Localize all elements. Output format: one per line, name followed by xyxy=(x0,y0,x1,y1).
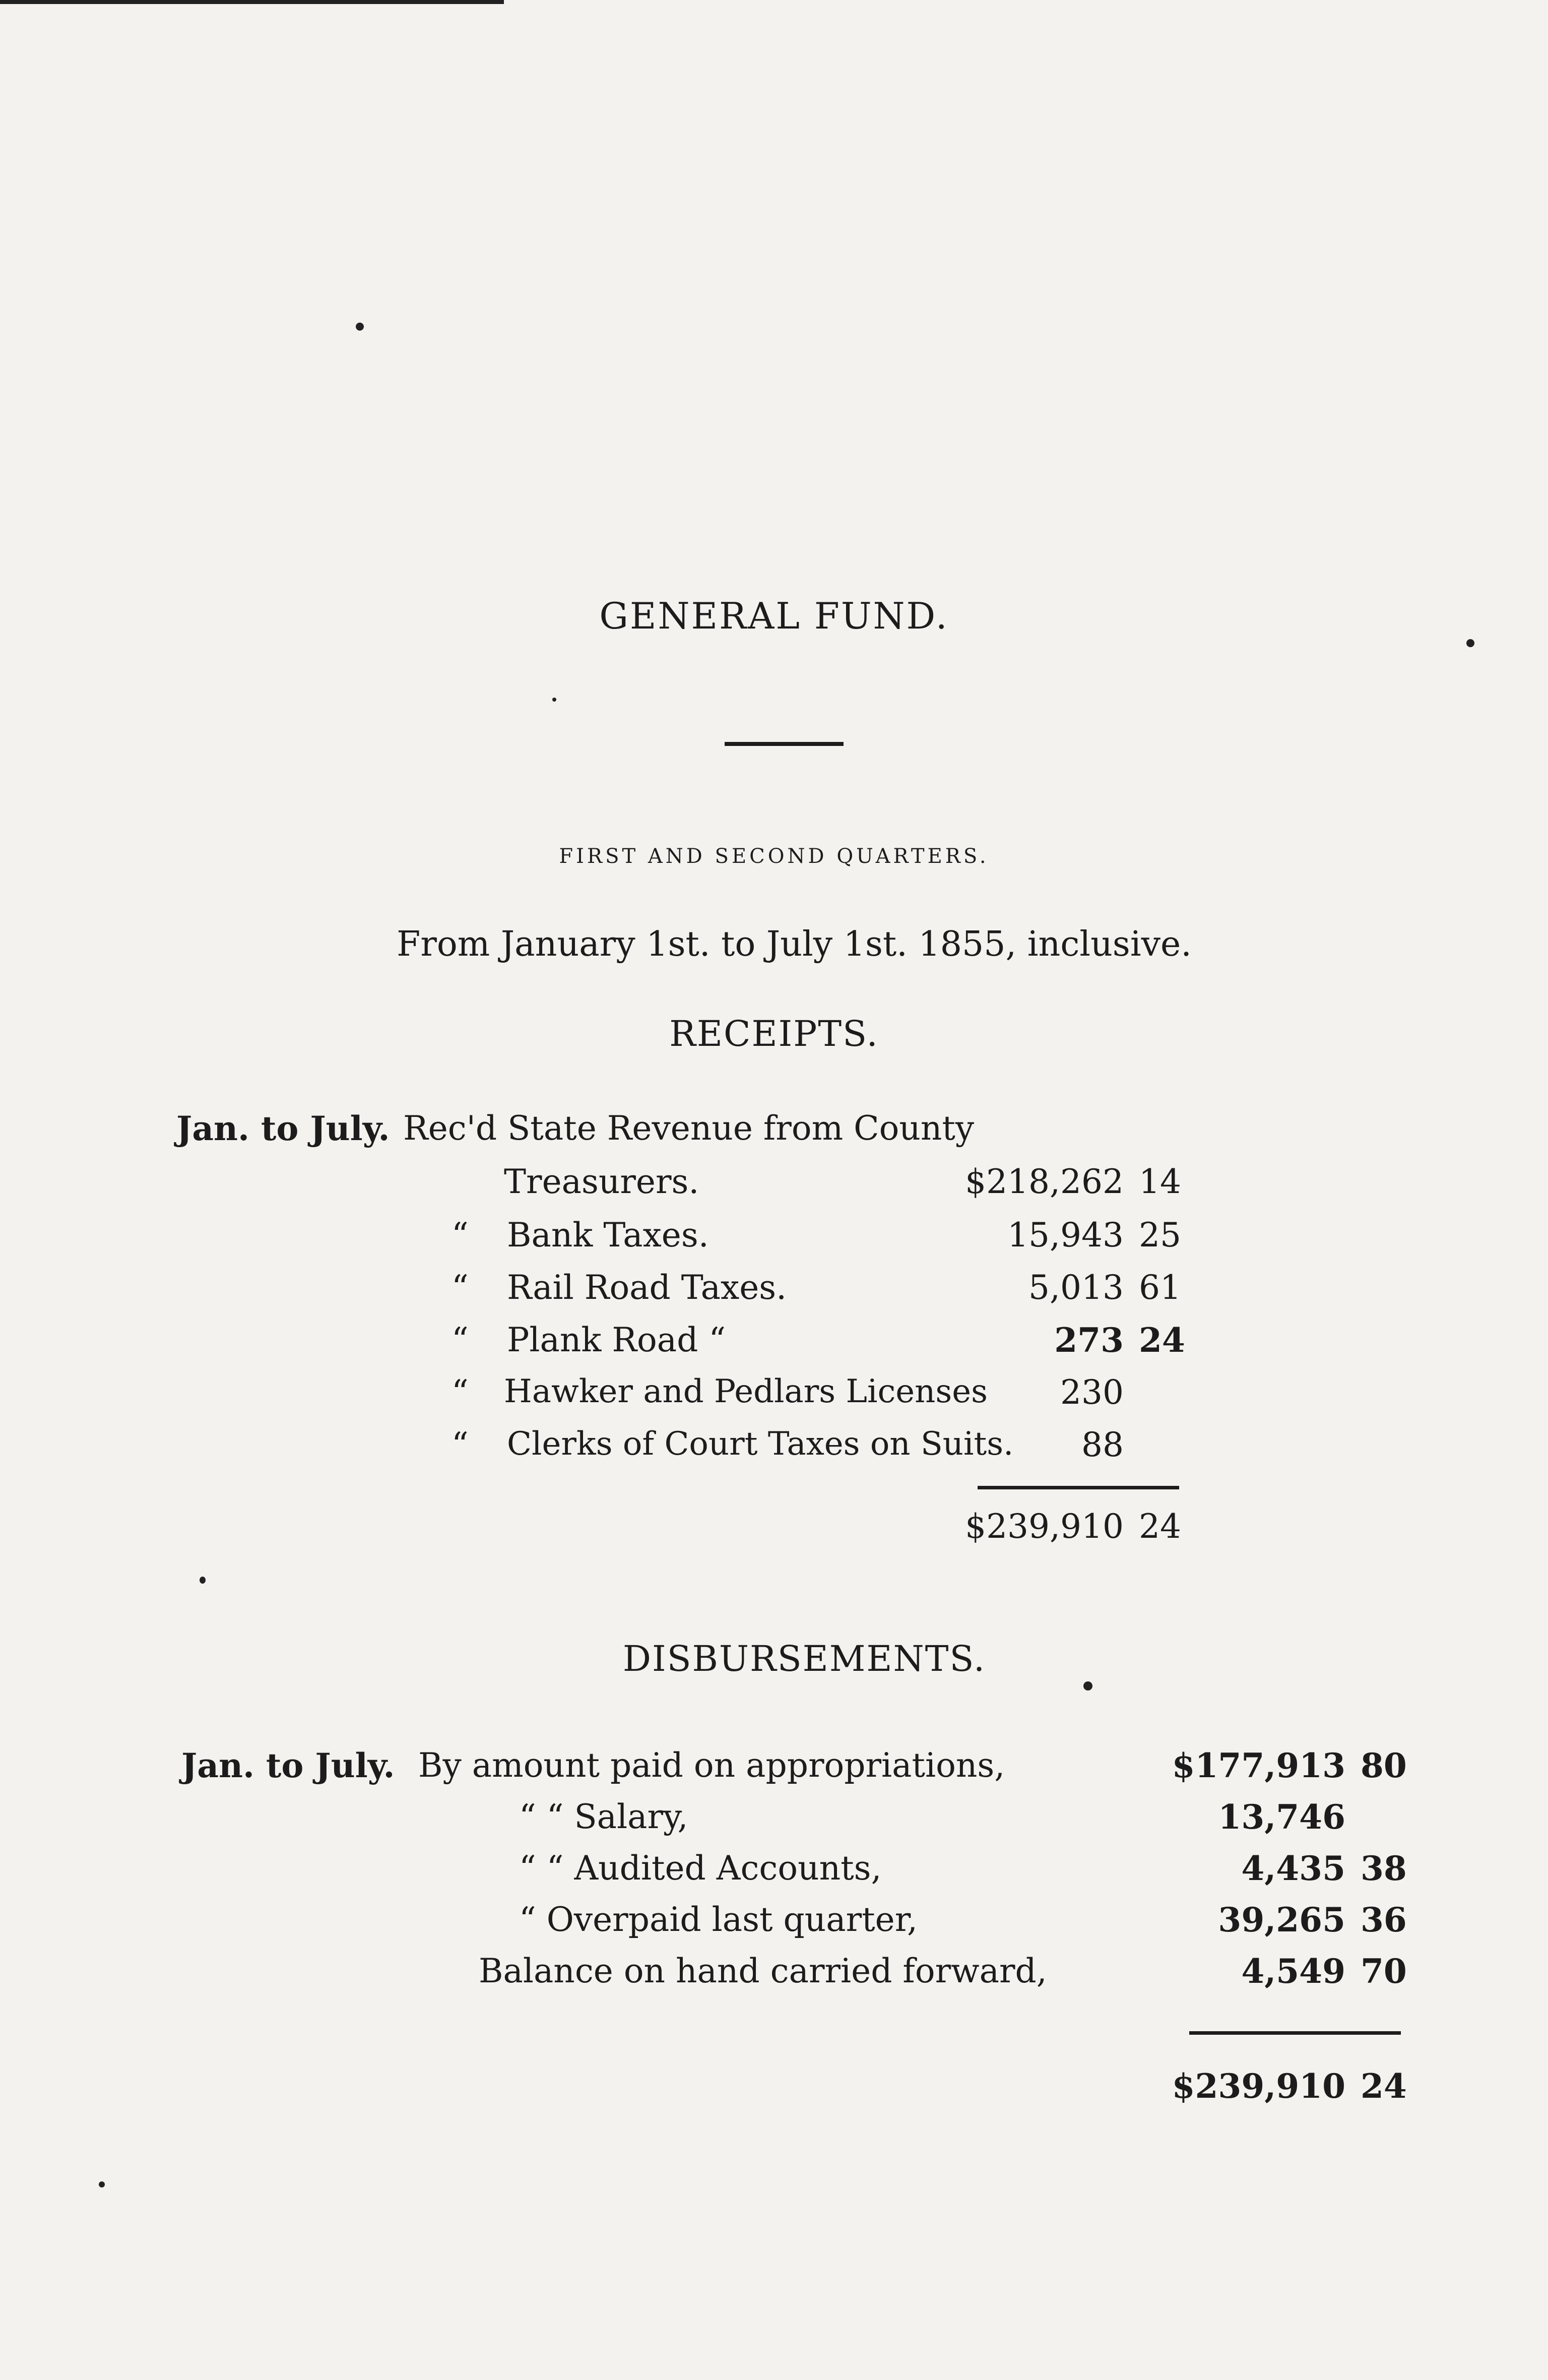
ditto-mark: “ xyxy=(452,1268,469,1307)
receipt-dollars: 15,943 xyxy=(1007,1216,1124,1255)
receipt-cents: 24 xyxy=(1139,1321,1185,1360)
receipt-label: Bank Taxes. xyxy=(507,1216,709,1255)
disbursement-label: “ “ Salary, xyxy=(519,1797,688,1836)
receipt-cents: 14 xyxy=(1139,1162,1181,1201)
disbursement-cents: 38 xyxy=(1361,1849,1407,1888)
top-edge-line xyxy=(0,0,504,4)
ditto-mark: “ xyxy=(452,1216,469,1255)
receipts-total-cents: 24 xyxy=(1139,1507,1181,1546)
disbursement-cents: 36 xyxy=(1361,1900,1407,1939)
disbursement-label: By amount paid on appropriations, xyxy=(418,1746,1005,1785)
receipts-heading: RECEIPTS. xyxy=(669,1013,879,1054)
disbursement-label: Balance on hand carried forward, xyxy=(479,1952,1047,1990)
disbursements-total-cents: 24 xyxy=(1361,2066,1407,2106)
disbursement-dollars: 4,435 xyxy=(1241,1849,1345,1888)
ink-speck xyxy=(552,698,556,702)
receipts-intro: Rec'd State Revenue from County xyxy=(403,1109,975,1148)
receipt-dollars: 230 xyxy=(1060,1373,1124,1412)
period-line: From January 1st. to July 1st. 1855, inclusive. xyxy=(397,924,1192,964)
disbursements-total-rule xyxy=(1189,2031,1401,2035)
ink-speck xyxy=(356,323,364,331)
receipts-total-dollars: $239,910 xyxy=(965,1507,1124,1546)
receipt-label: Rail Road Taxes. xyxy=(507,1268,787,1307)
disbursements-total-dollars: $239,910 xyxy=(1172,2066,1345,2106)
receipt-dollars: 273 xyxy=(1054,1321,1124,1360)
disbursement-dollars: 13,746 xyxy=(1218,1797,1345,1837)
disbursement-dollars: 4,549 xyxy=(1241,1952,1345,1991)
disbursement-dollars: 39,265 xyxy=(1218,1900,1345,1939)
ink-speck xyxy=(200,1577,206,1584)
disbursement-label: “ “ Audited Accounts, xyxy=(519,1849,882,1888)
disbursement-dollars: $177,913 xyxy=(1172,1746,1345,1785)
ink-speck xyxy=(99,2181,105,2187)
receipt-label: Hawker and Pedlars Licenses xyxy=(504,1373,988,1410)
subtitle: FIRST AND SECOND QUARTERS. xyxy=(559,845,989,868)
receipt-dollars: 5,013 xyxy=(1028,1268,1124,1307)
receipt-cents: 25 xyxy=(1139,1216,1181,1255)
receipts-total-rule xyxy=(978,1486,1179,1489)
disbursements-date: Jan. to July. xyxy=(181,1746,395,1785)
receipt-label: Plank Road “ xyxy=(507,1321,726,1359)
ditto-mark: “ xyxy=(452,1373,469,1412)
ink-speck xyxy=(1466,639,1474,647)
receipt-label: Treasurers. xyxy=(504,1162,699,1201)
receipt-cents: 61 xyxy=(1139,1268,1181,1307)
receipts-date: Jan. to July. xyxy=(176,1109,390,1148)
disbursements-heading: DISBURSEMENTS. xyxy=(622,1638,986,1679)
ditto-mark: “ xyxy=(452,1321,469,1359)
receipt-dollars: 88 xyxy=(1081,1425,1124,1464)
receipt-label: Clerks of Court Taxes on Suits. xyxy=(507,1425,1014,1463)
ink-speck xyxy=(1083,1681,1092,1690)
disbursement-label: “ Overpaid last quarter, xyxy=(519,1900,918,1939)
ditto-mark: “ xyxy=(452,1425,469,1464)
title-rule xyxy=(725,742,844,746)
receipt-dollars: $218,262 xyxy=(965,1162,1124,1201)
disbursement-cents: 80 xyxy=(1361,1746,1407,1785)
page-title: GENERAL FUND. xyxy=(599,595,949,637)
disbursement-cents: 70 xyxy=(1361,1952,1407,1991)
